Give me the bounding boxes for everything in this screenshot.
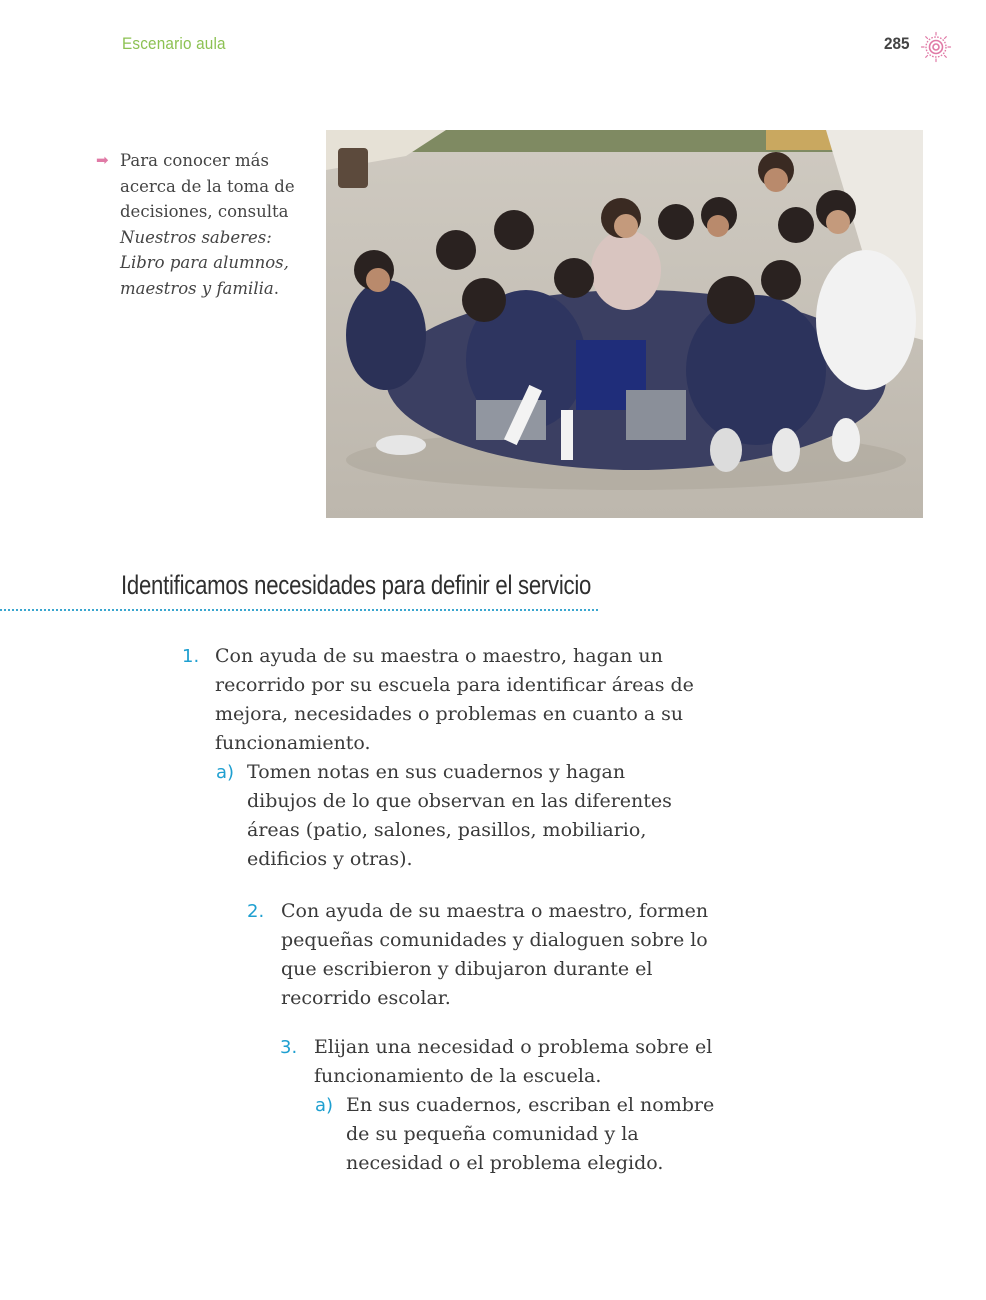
step-text: Elijan una necesidad o problema sobre el funcionamiento de la escuela. [314, 1036, 713, 1087]
students-photo [326, 130, 923, 518]
step-3 [280, 1033, 740, 1091]
side-note [96, 148, 311, 301]
side-note-text: Para conocer más acerca de la toma de decisiones, consulta [120, 151, 295, 221]
step-letter: a) [315, 1095, 334, 1116]
step-text: Con ayuda de su maestra o maestro, formen pequeñas comunidades y dialoguen sobre lo que escribieron y dibujaron durante el recorrido escolar. [281, 900, 709, 1009]
step-number: 1. [182, 646, 200, 667]
step-letter: a) [216, 762, 235, 783]
students-circle-image [326, 130, 923, 518]
running-header: Escenario aula [122, 34, 226, 53]
step-text: Tomen notas en sus cuadernos y hagan dibujos de lo que observan en las diferentes áreas (patio, salones, pasillos, mobiliario, edificios y otras). [247, 761, 672, 870]
step-number: 3. [280, 1037, 298, 1058]
book-title: Nuestros saberes: Libro para alumnos, maestros y familia [120, 227, 289, 298]
step-3a [315, 1091, 740, 1178]
step-1a [216, 758, 696, 874]
step-2 [247, 897, 732, 1013]
arrow-right-icon: ➡ [96, 151, 109, 169]
step-1 [182, 642, 702, 758]
sun-ornament-icon [920, 31, 952, 63]
step-text: En sus cuadernos, escriban el nombre de su pequeña comunidad y la necesidad o el problema elegido. [346, 1094, 715, 1174]
page-number: 285 [884, 34, 910, 53]
side-note-end: . [273, 278, 279, 298]
section-title: Identificamos necesidades para definir el servicio [121, 570, 592, 600]
title-dotted-rule [0, 609, 598, 611]
step-text: Con ayuda de su maestra o maestro, hagan un recorrido por su escuela para identificar áreas de mejora, necesidades o problemas en cuanto a su funcionamiento. [215, 645, 694, 754]
step-number: 2. [247, 901, 265, 922]
